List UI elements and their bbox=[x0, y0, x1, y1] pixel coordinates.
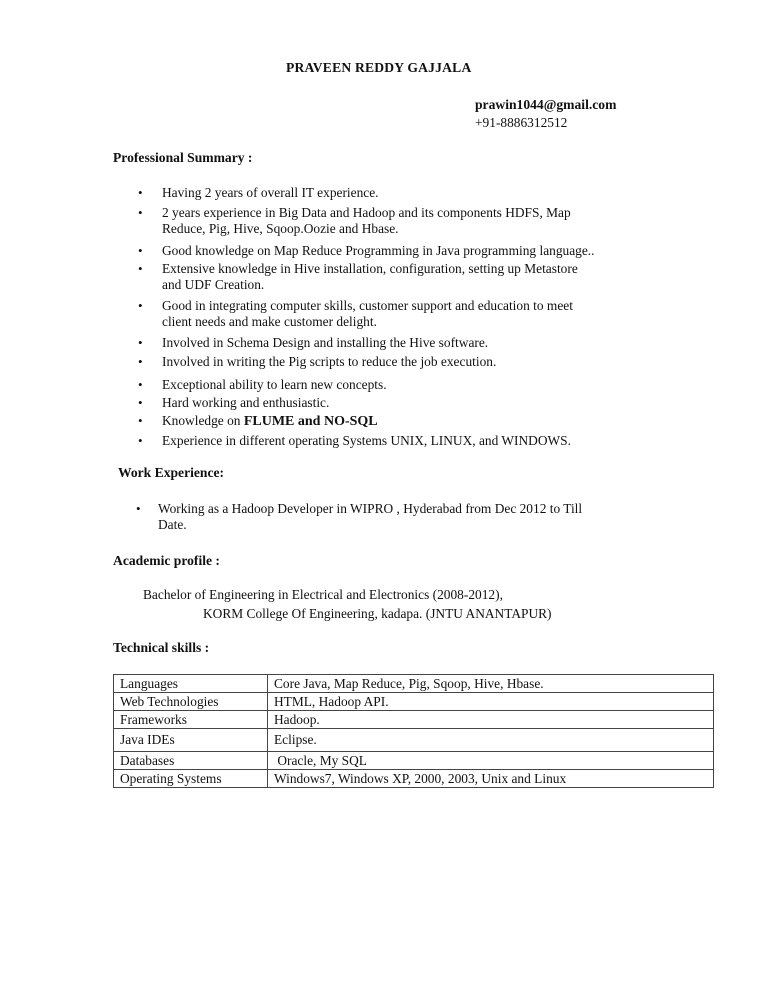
list-item: • Having 2 years of overall IT experience. bbox=[138, 185, 595, 201]
candidate-name: PRAVEEN REDDY GAJJALA bbox=[286, 60, 472, 75]
list-item: • Knowledge on FLUME and NO-SQL bbox=[138, 413, 595, 430]
list-item: • Extensive knowledge in Hive installation, configuration, setting up Metastore and UDF Creation. bbox=[138, 261, 595, 293]
list-item: • 2 years experience in Big Data and Hadoop and its components HDFS, Map Reduce, Pig, Hive, Sqoop.Oozie and Hbase. bbox=[138, 205, 595, 237]
list-item: • Good in integrating computer skills, customer support and education to meet client needs and make customer delight. bbox=[138, 298, 595, 330]
list-item: • Hard working and enthusiastic. bbox=[138, 395, 595, 411]
table-row bbox=[114, 711, 714, 729]
degree-line: Bachelor of Engineering in Electrical and Electronics (2008-2012), bbox=[143, 587, 503, 602]
skill-category: Web Technologies bbox=[114, 693, 268, 711]
summary-list bbox=[138, 185, 595, 449]
table-row bbox=[114, 729, 714, 752]
skill-category: Frameworks bbox=[114, 711, 268, 729]
work-experience-heading: Work Experience: bbox=[118, 465, 225, 480]
list-item: • Good knowledge on Map Reduce Programming in Java programming language.. bbox=[138, 243, 595, 259]
table-row bbox=[114, 693, 714, 711]
skill-category: Operating Systems bbox=[114, 770, 268, 788]
skill-value: Hadoop. bbox=[268, 711, 714, 729]
skill-value: HTML, Hadoop API. bbox=[268, 693, 714, 711]
technical-skills-table bbox=[113, 674, 714, 788]
table-row bbox=[114, 770, 714, 788]
skill-category: Java IDEs bbox=[114, 729, 268, 752]
skill-value: Eclipse. bbox=[268, 729, 714, 752]
list-item: • Working as a Hadoop Developer in WIPRO , Hyderabad from Dec 2012 to Till Date. bbox=[136, 501, 582, 533]
professional-summary-heading: Professional Summary : bbox=[113, 150, 253, 165]
skill-value: Oracle, My SQL bbox=[268, 752, 714, 770]
phone-number: +91-8886312512 bbox=[475, 115, 568, 130]
table-row bbox=[114, 675, 714, 693]
list-item: • Involved in Schema Design and installing the Hive software. bbox=[138, 335, 595, 351]
list-item: • Experience in different operating Systems UNIX, LINUX, and WINDOWS. bbox=[138, 433, 595, 449]
technical-skills-heading: Technical skills : bbox=[113, 640, 210, 655]
work-experience-list bbox=[136, 501, 582, 533]
college-line: KORM College Of Engineering, kadapa. (JNTU ANANTAPUR) bbox=[203, 606, 552, 621]
skill-value: Core Java, Map Reduce, Pig, Sqoop, Hive, Hbase. bbox=[268, 675, 714, 693]
skill-category: Languages bbox=[114, 675, 268, 693]
academic-profile-heading: Academic profile : bbox=[113, 553, 220, 568]
email-address: prawin1044@gmail.com bbox=[475, 97, 617, 112]
skill-category: Databases bbox=[114, 752, 268, 770]
skill-value: Windows7, Windows XP, 2000, 2003, Unix and Linux bbox=[268, 770, 714, 788]
list-item: • Involved in writing the Pig scripts to reduce the job execution. bbox=[138, 354, 595, 370]
table-row bbox=[114, 752, 714, 770]
list-item: • Exceptional ability to learn new concepts. bbox=[138, 377, 595, 393]
